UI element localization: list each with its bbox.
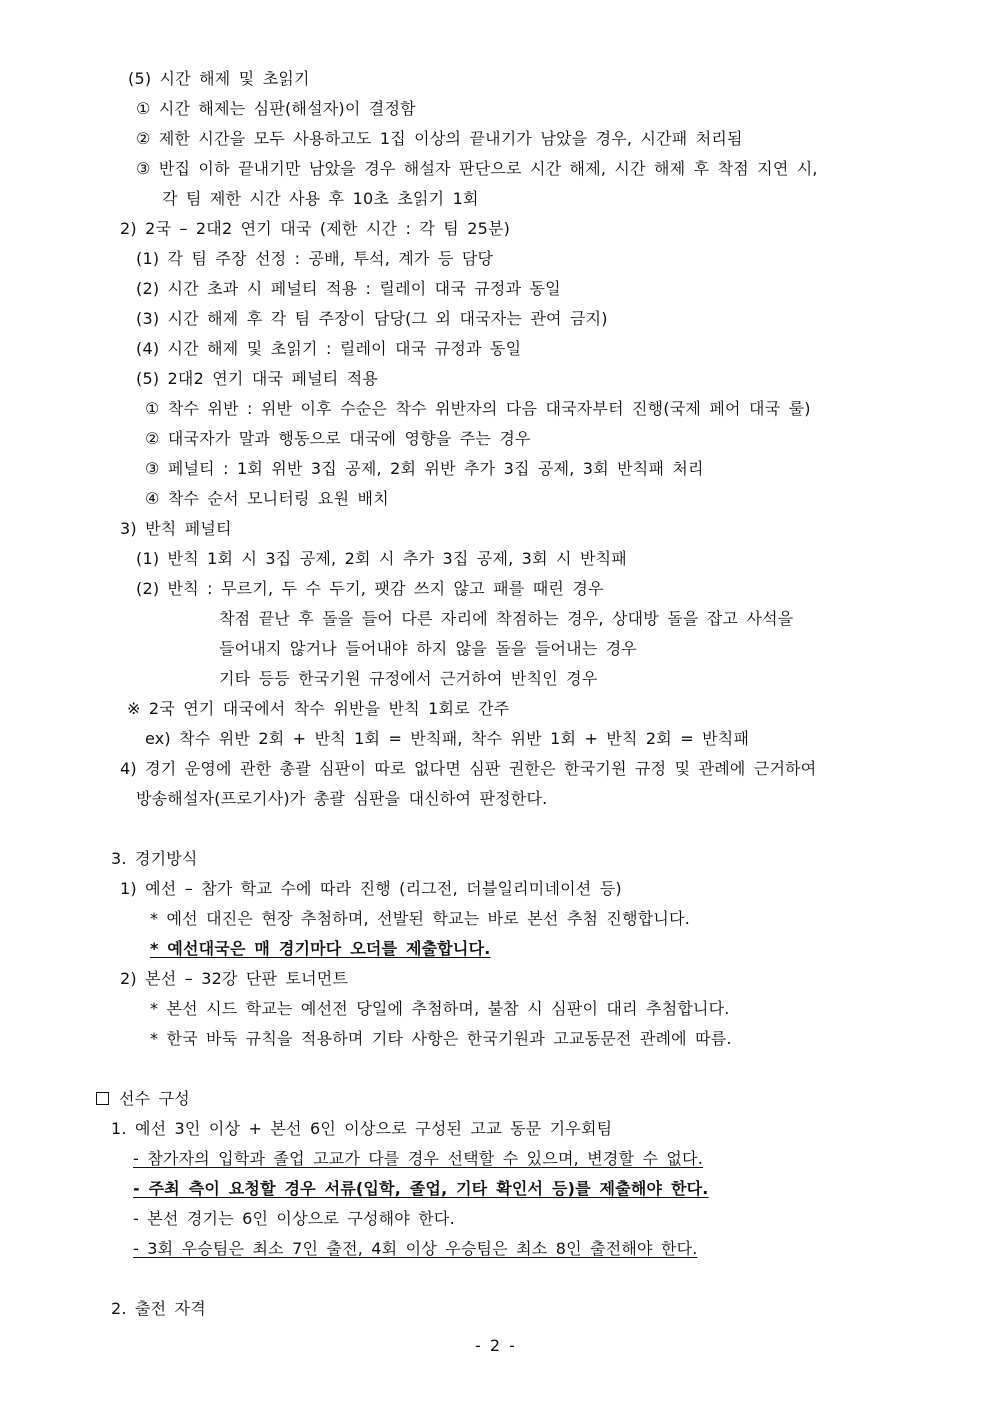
text-line: 기타 등등 한국기원 규정에서 근거하여 반칙인 경우 xyxy=(219,669,598,688)
text-line: (2) 시간 초과 시 페널티 적용 : 릴레이 대국 규정과 동일 xyxy=(136,279,561,298)
text-line: ② 제한 시간을 모두 사용하고도 1집 이상의 끝내기가 남았을 경우, 시간패 처리됨 xyxy=(136,129,743,148)
text-line: 1. 예선 3인 이상 + 본선 6인 이상으로 구성된 고교 동문 기우회팀 xyxy=(111,1119,613,1138)
text-line: ① 착수 위반 : 위반 이후 수순은 착수 위반자의 다음 대국자부터 진행(국제 페어 대국 룰) xyxy=(145,399,811,418)
text-line: (5) 시간 해제 및 초읽기 xyxy=(128,69,310,88)
underlined-line: - 참가자의 입학과 졸업 고교가 다를 경우 선택할 수 있으며, 변경할 수 없다. xyxy=(133,1149,704,1168)
text-line: 2) 2국 – 2대2 연기 대국 (제한 시간 : 각 팀 25분) xyxy=(120,219,511,238)
text-line: ④ 착수 순서 모니터링 요원 배치 xyxy=(145,489,389,508)
underlined-line: - 3회 우승팀은 최소 7인 출전, 4회 이상 우승팀은 최소 8인 출전해야 한다. xyxy=(133,1239,698,1258)
emphasized-line: * 예선대국은 매 경기마다 오더를 제출합니다. xyxy=(150,939,491,958)
text-line: * 예선 대진은 현장 추첨하며, 선발된 학교는 바로 본선 추첨 진행합니다. xyxy=(150,909,690,928)
text-line: - 본선 경기는 6인 이상으로 구성해야 한다. xyxy=(133,1209,455,1228)
text-line: ex) 착수 위반 2회 + 반칙 1회 = 반칙패, 착수 위반 1회 + 반칙 2회 = 반칙패 xyxy=(145,729,750,748)
text-line: * 본선 시드 학교는 예선전 당일에 추첨하며, 불참 시 심판이 대리 추첨합니다. xyxy=(150,999,730,1018)
text-line: 각 팀 제한 시간 사용 후 10초 초읽기 1회 xyxy=(162,189,479,208)
text-line: ※ 2국 연기 대국에서 착수 위반을 반칙 1회로 간주 xyxy=(127,699,510,718)
text-line: 2) 본선 – 32강 단판 토너먼트 xyxy=(120,969,349,988)
text-line: 1) 예선 – 참가 학교 수에 따라 진행 (리그전, 더블일리미네이션 등) xyxy=(120,879,622,898)
text-line: (1) 반칙 1회 시 3집 공제, 2회 시 추가 3집 공제, 3회 시 반칙패 xyxy=(136,549,627,568)
text-line: (5) 2대2 연기 대국 페널티 적용 xyxy=(136,369,379,388)
text-line: ① 시간 해제는 심판(해설자)이 결정함 xyxy=(136,99,416,118)
text-line: 착점 끝난 후 돌을 들어 다른 자리에 착점하는 경우, 상대방 돌을 잡고 사석을 xyxy=(219,609,794,628)
text-line: 3) 반칙 페널티 xyxy=(120,519,232,538)
text-line: ③ 반집 이하 끝내기만 남았을 경우 해설자 판단으로 시간 해제, 시간 해제 후 착점 지연 시, xyxy=(136,159,818,178)
text-line: ③ 페널티 : 1회 위반 3집 공제, 2회 위반 추가 3집 공제, 3회 반칙패 처리 xyxy=(145,459,704,478)
checkbox-square-icon xyxy=(96,1092,109,1105)
section-heading: 선수 구성 xyxy=(119,1089,190,1108)
page-number: - 2 - xyxy=(475,1336,517,1355)
text-line: 방송해설자(프로기사)가 총괄 심판을 대신하여 판정한다. xyxy=(136,789,548,808)
text-line: ② 대국자가 말과 행동으로 대국에 영향을 주는 경우 xyxy=(145,429,531,448)
section-heading: 2. 출전 자격 xyxy=(111,1299,206,1318)
text-line: 4) 경기 운영에 관한 총괄 심판이 따로 없다면 심판 권한은 한국기원 규정 및 관례에 근거하여 xyxy=(120,759,817,778)
text-line: (4) 시간 해제 및 초읽기 : 릴레이 대국 규정과 동일 xyxy=(136,339,522,358)
text-line: * 한국 바둑 규칙을 적용하며 기타 사항은 한국기원과 고교동문전 관례에 따름. xyxy=(150,1029,732,1048)
text-line: (1) 각 팀 주장 선정 : 공배, 투석, 계가 등 담당 xyxy=(136,249,494,268)
text-line: (3) 시간 해제 후 각 팀 주장이 담당(그 외 대국자는 관여 금지) xyxy=(136,309,608,328)
text-line: 들어내지 않거나 들어내야 하지 않을 돌을 들어내는 경우 xyxy=(219,639,638,658)
section-heading: 3. 경기방식 xyxy=(111,849,198,868)
text-line: (2) 반칙 : 무르기, 두 수 두기, 팻감 쓰지 않고 패를 때린 경우 xyxy=(136,579,604,598)
emphasized-line: - 주최 측이 요청할 경우 서류(입학, 졸업, 기타 확인서 등)를 제출해야 한다. xyxy=(133,1179,709,1198)
